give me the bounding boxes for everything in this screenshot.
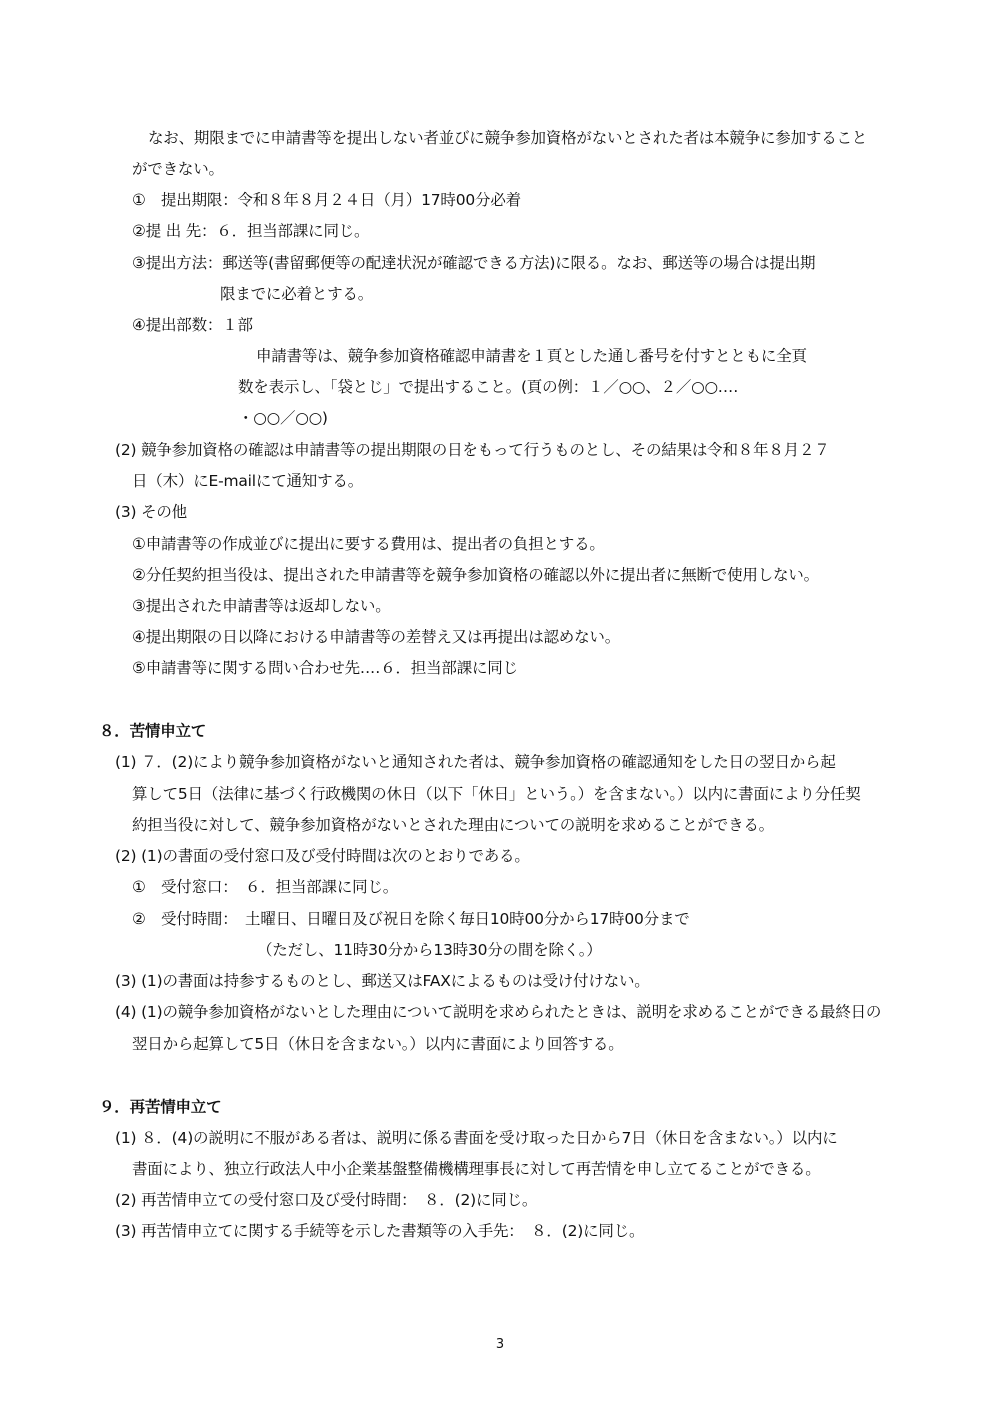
text-line: ができない。 — [132, 160, 224, 178]
text-line: (2) (1)の書面の受付窓口及び受付時間は次のとおりである。 — [115, 847, 530, 865]
text-line: 書面により、独立行政法人中小企業基盤整備機構理事長に対して再苦情を申し立てることができる。 — [132, 1160, 821, 1178]
text-line: ③提出方法：郵送等(書留郵便等の配達状況が確認できる方法)に限る。なお、郵送等の場合は提出期 — [132, 254, 816, 272]
text-line: 日（木）にE-mailにて通知する。 — [132, 472, 363, 490]
text-line: なお、期限までに申請書等を提出しない者並びに競争参加資格がないとされた者は本競争に参加すること — [148, 129, 868, 147]
text-line: 申請書等は、競争参加資格確認申請書を１頁とした通し番号を付すとともに全頁 — [256, 347, 807, 365]
text-line: (3) 再苦情申立てに関する手続等を示した書類等の入手先： ８．(2)に同じ。 — [115, 1222, 645, 1240]
text-line: (2) 再苦情申立ての受付窓口及び受付時間： ８．(2)に同じ。 — [115, 1191, 538, 1209]
text-line: （ただし、11時30分から13時30分の間を除く。） — [257, 941, 602, 959]
text-line: ③提出された申請書等は返却しない。 — [132, 597, 391, 615]
text-line: (1) ７．(2)により競争参加資格がないと通知された者は、競争参加資格の確認通知をした日の翌日から起 — [115, 753, 836, 771]
text-line: (3) その他 — [115, 503, 187, 521]
text-line: ② 受付時間： 土曜日、日曜日及び祝日を除く毎日10時00分から17時00分まで — [132, 910, 690, 928]
text-line: 算して5日（法律に基づく行政機関の休日（以下「休日」という。）を含まない。）以内に書面により分任契 — [132, 785, 861, 803]
text-line: 約担当役に対して、競争参加資格がないとされた理由についての説明を求めることができる。 — [132, 816, 774, 834]
text-line: ①申請書等の作成並びに提出に要する費用は、提出者の負担とする。 — [132, 535, 605, 553]
section-heading-8: ８．苦情申立て — [99, 722, 207, 740]
page-number: 3 — [495, 1337, 505, 1352]
text-line: (2) 競争参加資格の確認は申請書等の提出期限の日をもって行うものとし、その結果は令和８年８月２７ — [115, 441, 830, 459]
text-line: ②分任契約担当役は、提出された申請書等を競争参加資格の確認以外に提出者に無断で使用しない。 — [132, 566, 819, 584]
text-line: (3) (1)の書面は持参するものとし、郵送又はFAXによるものは受け付けない。 — [115, 972, 650, 990]
text-line: 数を表示し、「袋とじ」で提出すること。(頁の例：１／○○、２／○○‥‥ — [238, 378, 739, 396]
text-line: 翌日から起算して5日（休日を含まない。）以内に書面により回答する。 — [132, 1035, 624, 1053]
text-line: ④提出期限の日以降における申請書等の差替え又は再提出は認めない。 — [132, 628, 620, 646]
text-line: ⑤申請書等に関する問い合わせ先‥‥６．担当部課に同じ — [132, 659, 518, 677]
text-line: ・○○／○○) — [238, 409, 328, 427]
text-line: ②提 出 先：６．担当部課に同じ。 — [132, 222, 370, 240]
text-line: (1) ８．(4)の説明に不服がある者は、説明に係る書面を受け取った日から7日（休日を含まない。）以内に — [115, 1129, 838, 1147]
text-line: 限までに必着とする。 — [220, 285, 374, 303]
text-line: ① 提出期限：令和８年８月２４日（月）17時00分必着 — [132, 191, 521, 209]
section-heading-9: ９．再苦情申立て — [99, 1098, 222, 1116]
text-line: (4) (1)の競争参加資格がないとした理由について説明を求められたときは、説明を求めることができる最終日の — [115, 1003, 882, 1021]
text-line: ① 受付窓口： ６．担当部課に同じ。 — [132, 878, 399, 896]
text-line: ④提出部数：１部 — [132, 316, 253, 334]
